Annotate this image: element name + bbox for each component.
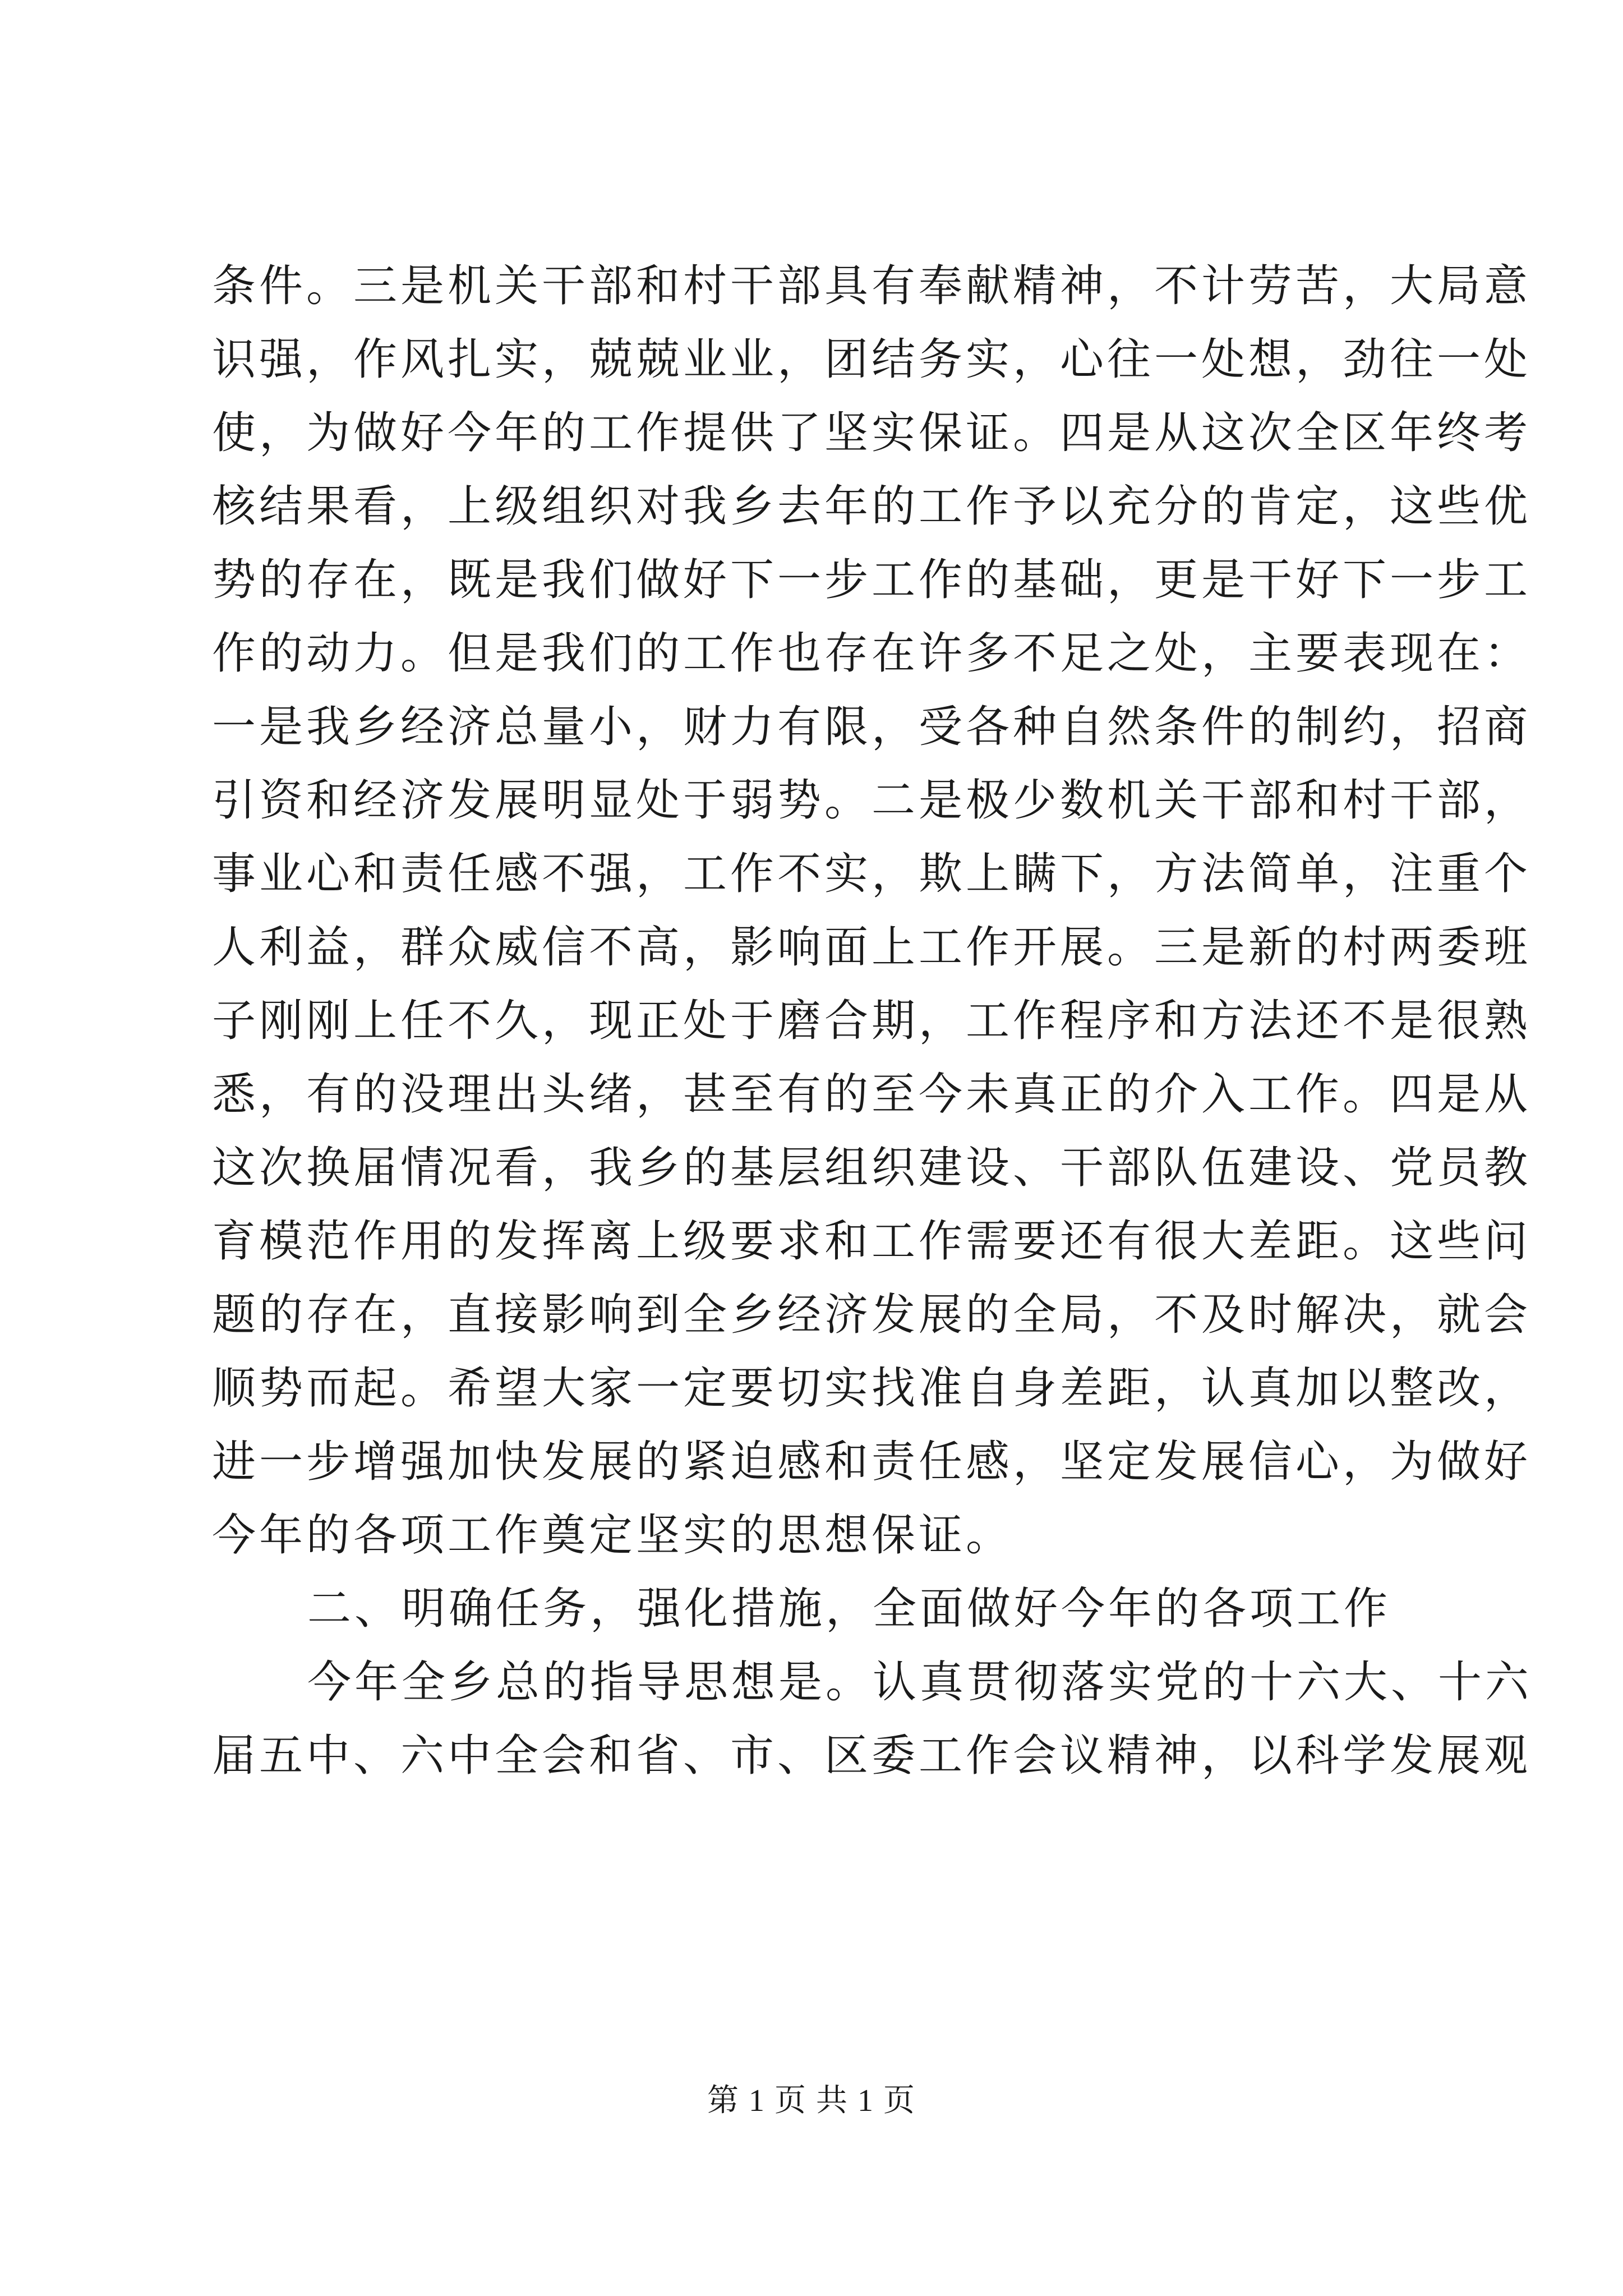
paragraph-line: 这次换届情况看，我乡的基层组织建设、干部队伍建设、党员教 xyxy=(212,1143,1532,1193)
paragraph-line: 顺势而起。希望大家一定要切实找准自身差距，认真加以整改， xyxy=(212,1363,1532,1414)
paragraph-line: 作的动力。但是我们的工作也存在许多不足之处，主要表现在： xyxy=(212,628,1532,679)
paragraph-line: 事业心和责任感不强，工作不实，欺上瞒下，方法简单，注重个 xyxy=(212,849,1532,899)
paragraph-line: 届五中、六中全会和省、市、区委工作会议精神，以科学发展观 xyxy=(212,1731,1532,1781)
page-footer: 第 1 页 共 1 页 xyxy=(707,2083,916,2118)
paragraph-line: 引资和经济发展明显处于弱势。二是极少数机关干部和村干部， xyxy=(212,775,1532,826)
section-heading: 二、明确任务，强化措施，全面做好今年的各项工作 xyxy=(307,1584,1391,1634)
document-body xyxy=(212,250,1533,1793)
paragraph-line: 人利益，群众威信不高，影响面上工作开展。三是新的村两委班 xyxy=(212,922,1532,973)
paragraph-line: 悉，有的没理出头绪，甚至有的至今未真正的介入工作。四是从 xyxy=(212,1069,1532,1120)
paragraph-line: 识强，作风扎实，兢兢业业，团结务实，心往一处想，劲往一处 xyxy=(212,334,1532,385)
paragraph-line: 条件。三是机关干部和村干部具有奉献精神，不计劳苦，大局意 xyxy=(212,261,1532,311)
paragraph-line: 题的存在，直接影响到全乡经济发展的全局，不及时解决，就会 xyxy=(212,1290,1532,1340)
paragraph-line: 子刚刚上任不久，现正处于磨合期，工作程序和方法还不是很熟 xyxy=(212,996,1532,1046)
paragraph-line: 进一步增强加快发展的紧迫感和责任感，坚定发展信心，为做好 xyxy=(212,1437,1532,1487)
paragraph-line: 一是我乡经济总量小，财力有限，受各种自然条件的制约，招商 xyxy=(212,702,1532,752)
paragraph-line: 使，为做好今年的工作提供了坚实保证。四是从这次全区年终考 xyxy=(212,408,1532,458)
paragraph-line: 今年全乡总的指导思想是。认真贯彻落实党的十六大、十六 xyxy=(307,1657,1533,1708)
paragraph-line: 今年的各项工作奠定坚实的思想保证。 xyxy=(212,1510,1013,1561)
paragraph-line: 核结果看，上级组织对我乡去年的工作予以充分的肯定，这些优 xyxy=(212,481,1532,532)
paragraph-line: 育模范作用的发挥离上级要求和工作需要还有很大差距。这些问 xyxy=(212,1216,1532,1267)
paragraph-line: 势的存在，既是我们做好下一步工作的基础，更是干好下一步工 xyxy=(212,555,1532,605)
